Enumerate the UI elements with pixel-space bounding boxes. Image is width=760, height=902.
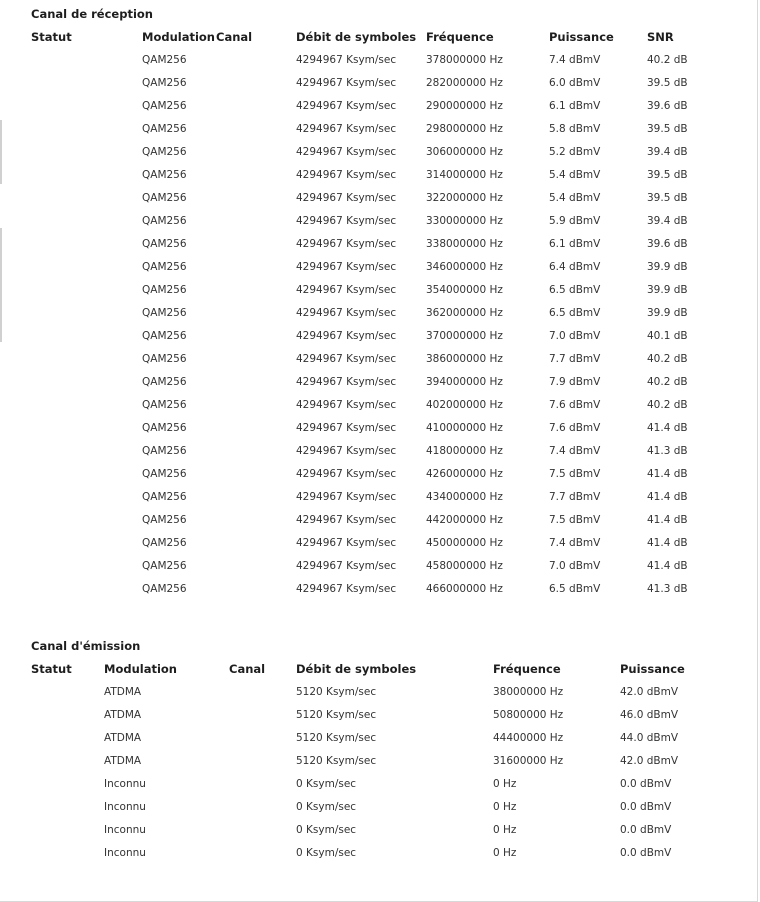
downstream-cell-debit: 4294967 Ksym/sec xyxy=(296,123,397,135)
upstream-cell-puissance: 0.0 dBmV xyxy=(620,778,672,790)
downstream-cell-modulation: QAM256 xyxy=(142,353,187,365)
downstream-cell-snr: 39.9 dB xyxy=(647,261,688,273)
upstream-cell-frequence: 31600000 Hz xyxy=(493,755,564,767)
downstream-channel-row xyxy=(0,509,758,532)
downstream-cell-frequence: 330000000 Hz xyxy=(426,215,503,227)
downstream-cell-frequence: 394000000 Hz xyxy=(426,376,503,388)
upstream-cell-frequence: 0 Hz xyxy=(493,778,517,790)
downstream-channel-row xyxy=(0,578,758,601)
upstream-cell-canal xyxy=(229,727,296,750)
downstream-cell-puissance: 7.7 dBmV xyxy=(549,491,601,503)
upstream-cell-modulation: ATDMA xyxy=(104,732,142,744)
downstream-cell-puissance: 6.5 dBmV xyxy=(549,583,601,595)
downstream-cell-snr: 40.2 dB xyxy=(647,376,688,388)
downstream-cell-modulation: QAM256 xyxy=(142,560,187,572)
downstream-cell-statut xyxy=(0,555,142,578)
downstream-cell-modulation: QAM256 xyxy=(142,307,187,319)
downstream-cell-snr: 41.4 dB xyxy=(647,560,688,572)
downstream-cell-frequence: 442000000 Hz xyxy=(426,514,503,526)
downstream-header-frequence: Fréquence xyxy=(426,30,494,44)
downstream-cell-debit: 4294967 Ksym/sec xyxy=(296,422,397,434)
downstream-cell-frequence: 466000000 Hz xyxy=(426,583,503,595)
upstream-cell-modulation: Inconnu xyxy=(104,847,146,859)
downstream-cell-frequence: 458000000 Hz xyxy=(426,560,503,572)
downstream-cell-modulation: QAM256 xyxy=(142,537,187,549)
downstream-cell-statut xyxy=(0,486,142,509)
upstream-header-debit: Débit de symboles xyxy=(296,662,417,676)
downstream-cell-frequence: 338000000 Hz xyxy=(426,238,503,250)
downstream-cell-frequence: 314000000 Hz xyxy=(426,169,503,181)
downstream-cell-canal xyxy=(216,95,296,118)
downstream-cell-debit: 4294967 Ksym/sec xyxy=(296,192,397,204)
upstream-cell-modulation: Inconnu xyxy=(104,801,146,813)
downstream-cell-puissance: 6.1 dBmV xyxy=(549,238,601,250)
downstream-cell-canal xyxy=(216,348,296,371)
downstream-channel-row xyxy=(0,279,758,302)
downstream-cell-frequence: 418000000 Hz xyxy=(426,445,503,457)
downstream-header-modulation: Modulation xyxy=(142,30,215,44)
upstream-cell-statut xyxy=(0,773,104,796)
downstream-cell-snr: 39.4 dB xyxy=(647,215,688,227)
downstream-cell-snr: 39.6 dB xyxy=(647,238,688,250)
downstream-cell-debit: 4294967 Ksym/sec xyxy=(296,560,397,572)
downstream-cell-modulation: QAM256 xyxy=(142,146,187,158)
downstream-cell-modulation: QAM256 xyxy=(142,422,187,434)
downstream-cell-modulation: QAM256 xyxy=(142,491,187,503)
upstream-channel-table xyxy=(0,658,758,865)
upstream-cell-statut xyxy=(0,842,104,865)
upstream-cell-modulation: Inconnu xyxy=(104,824,146,836)
downstream-cell-canal xyxy=(216,233,296,256)
downstream-cell-frequence: 450000000 Hz xyxy=(426,537,503,549)
downstream-cell-canal xyxy=(216,578,296,601)
downstream-cell-frequence: 362000000 Hz xyxy=(426,307,503,319)
downstream-cell-snr: 40.2 dB xyxy=(647,399,688,411)
downstream-cell-puissance: 7.5 dBmV xyxy=(549,468,601,480)
downstream-cell-modulation: QAM256 xyxy=(142,123,187,135)
upstream-channel-row xyxy=(0,727,758,750)
upstream-cell-debit: 5120 Ksym/sec xyxy=(296,755,377,767)
downstream-cell-modulation: QAM256 xyxy=(142,54,187,66)
upstream-cell-debit: 0 Ksym/sec xyxy=(296,801,357,813)
upstream-cell-statut xyxy=(0,704,104,727)
downstream-cell-snr: 41.4 dB xyxy=(647,514,688,526)
upstream-header-canal: Canal xyxy=(229,662,266,676)
downstream-cell-modulation: QAM256 xyxy=(142,100,187,112)
downstream-cell-debit: 4294967 Ksym/sec xyxy=(296,146,397,158)
upstream-cell-debit: 5120 Ksym/sec xyxy=(296,686,377,698)
downstream-cell-snr: 41.4 dB xyxy=(647,491,688,503)
upstream-header-frequence: Fréquence xyxy=(493,662,561,676)
downstream-cell-modulation: QAM256 xyxy=(142,583,187,595)
downstream-cell-modulation: QAM256 xyxy=(142,77,187,89)
downstream-header-statut: Statut xyxy=(31,30,72,44)
downstream-cell-statut xyxy=(0,233,142,256)
downstream-cell-snr: 39.4 dB xyxy=(647,146,688,158)
downstream-cell-frequence: 426000000 Hz xyxy=(426,468,503,480)
downstream-cell-puissance: 6.5 dBmV xyxy=(549,307,601,319)
upstream-cell-statut xyxy=(0,681,104,704)
downstream-cell-statut xyxy=(0,256,142,279)
downstream-cell-puissance: 7.5 dBmV xyxy=(549,514,601,526)
downstream-cell-frequence: 298000000 Hz xyxy=(426,123,503,135)
downstream-cell-frequence: 378000000 Hz xyxy=(426,54,503,66)
downstream-cell-snr: 41.3 dB xyxy=(647,445,688,457)
downstream-cell-snr: 39.5 dB xyxy=(647,169,688,181)
upstream-channel-row xyxy=(0,773,758,796)
upstream-cell-statut xyxy=(0,796,104,819)
downstream-cell-debit: 4294967 Ksym/sec xyxy=(296,261,397,273)
downstream-channel-row xyxy=(0,187,758,210)
upstream-cell-puissance: 44.0 dBmV xyxy=(620,732,678,744)
downstream-cell-modulation: QAM256 xyxy=(142,169,187,181)
downstream-channel-row xyxy=(0,49,758,72)
upstream-cell-canal xyxy=(229,750,296,773)
upstream-section-title: Canal d'émission xyxy=(31,639,141,653)
downstream-channel-row xyxy=(0,440,758,463)
downstream-cell-canal xyxy=(216,371,296,394)
upstream-cell-debit: 5120 Ksym/sec xyxy=(296,732,377,744)
downstream-cell-puissance: 5.2 dBmV xyxy=(549,146,601,158)
downstream-cell-statut xyxy=(0,118,142,141)
downstream-cell-debit: 4294967 Ksym/sec xyxy=(296,445,397,457)
downstream-cell-puissance: 7.4 dBmV xyxy=(549,54,601,66)
downstream-cell-puissance: 5.4 dBmV xyxy=(549,169,601,181)
downstream-cell-debit: 4294967 Ksym/sec xyxy=(296,77,397,89)
downstream-cell-debit: 4294967 Ksym/sec xyxy=(296,100,397,112)
downstream-cell-snr: 39.6 dB xyxy=(647,100,688,112)
downstream-cell-puissance: 7.0 dBmV xyxy=(549,330,601,342)
downstream-channel-row xyxy=(0,532,758,555)
downstream-cell-statut xyxy=(0,348,142,371)
downstream-header-debit: Débit de symboles xyxy=(296,30,417,44)
downstream-cell-statut xyxy=(0,440,142,463)
downstream-header-row xyxy=(0,26,758,49)
downstream-cell-statut xyxy=(0,49,142,72)
upstream-cell-modulation: Inconnu xyxy=(104,778,146,790)
downstream-cell-canal xyxy=(216,187,296,210)
downstream-cell-statut xyxy=(0,164,142,187)
downstream-cell-debit: 4294967 Ksym/sec xyxy=(296,353,397,365)
downstream-cell-statut xyxy=(0,95,142,118)
downstream-cell-puissance: 7.4 dBmV xyxy=(549,537,601,549)
upstream-channel-row xyxy=(0,842,758,865)
downstream-cell-statut xyxy=(0,302,142,325)
downstream-cell-debit: 4294967 Ksym/sec xyxy=(296,514,397,526)
upstream-channel-row xyxy=(0,750,758,773)
downstream-channel-row xyxy=(0,417,758,440)
downstream-channel-row xyxy=(0,72,758,95)
downstream-cell-frequence: 370000000 Hz xyxy=(426,330,503,342)
upstream-cell-frequence: 38000000 Hz xyxy=(493,686,564,698)
downstream-cell-puissance: 6.5 dBmV xyxy=(549,284,601,296)
upstream-cell-canal xyxy=(229,681,296,704)
downstream-header-puissance: Puissance xyxy=(549,30,614,44)
upstream-cell-puissance: 42.0 dBmV xyxy=(620,686,678,698)
downstream-cell-puissance: 7.6 dBmV xyxy=(549,399,601,411)
downstream-cell-canal xyxy=(216,72,296,95)
downstream-cell-statut xyxy=(0,371,142,394)
downstream-cell-canal xyxy=(216,210,296,233)
downstream-cell-frequence: 322000000 Hz xyxy=(426,192,503,204)
downstream-cell-debit: 4294967 Ksym/sec xyxy=(296,491,397,503)
downstream-cell-puissance: 7.7 dBmV xyxy=(549,353,601,365)
downstream-cell-puissance: 5.8 dBmV xyxy=(549,123,601,135)
downstream-cell-canal xyxy=(216,302,296,325)
downstream-cell-statut xyxy=(0,325,142,348)
downstream-cell-puissance: 6.4 dBmV xyxy=(549,261,601,273)
upstream-cell-frequence: 50800000 Hz xyxy=(493,709,564,721)
downstream-channel-row xyxy=(0,463,758,486)
upstream-cell-statut xyxy=(0,750,104,773)
downstream-cell-canal xyxy=(216,141,296,164)
downstream-header-canal: Canal xyxy=(216,30,253,44)
upstream-cell-puissance: 0.0 dBmV xyxy=(620,847,672,859)
upstream-cell-canal xyxy=(229,819,296,842)
downstream-cell-snr: 40.1 dB xyxy=(647,330,688,342)
downstream-cell-snr: 39.9 dB xyxy=(647,307,688,319)
upstream-cell-frequence: 0 Hz xyxy=(493,801,517,813)
downstream-channel-row xyxy=(0,164,758,187)
upstream-cell-canal xyxy=(229,773,296,796)
downstream-cell-canal xyxy=(216,394,296,417)
upstream-cell-puissance: 42.0 dBmV xyxy=(620,755,678,767)
downstream-cell-debit: 4294967 Ksym/sec xyxy=(296,215,397,227)
downstream-channel-row xyxy=(0,141,758,164)
upstream-cell-modulation: ATDMA xyxy=(104,755,142,767)
downstream-cell-snr: 39.5 dB xyxy=(647,192,688,204)
downstream-cell-frequence: 386000000 Hz xyxy=(426,353,503,365)
downstream-cell-debit: 4294967 Ksym/sec xyxy=(296,54,397,66)
upstream-cell-puissance: 0.0 dBmV xyxy=(620,824,672,836)
downstream-cell-canal xyxy=(216,555,296,578)
downstream-cell-canal xyxy=(216,440,296,463)
downstream-cell-frequence: 346000000 Hz xyxy=(426,261,503,273)
downstream-cell-puissance: 7.9 dBmV xyxy=(549,376,601,388)
downstream-cell-modulation: QAM256 xyxy=(142,238,187,250)
upstream-cell-statut xyxy=(0,727,104,750)
downstream-cell-snr: 41.4 dB xyxy=(647,468,688,480)
downstream-cell-frequence: 354000000 Hz xyxy=(426,284,503,296)
downstream-cell-canal xyxy=(216,325,296,348)
upstream-cell-debit: 0 Ksym/sec xyxy=(296,847,357,859)
downstream-cell-modulation: QAM256 xyxy=(142,284,187,296)
downstream-channel-row xyxy=(0,95,758,118)
downstream-section-title: Canal de réception xyxy=(31,7,153,21)
downstream-cell-modulation: QAM256 xyxy=(142,468,187,480)
downstream-cell-debit: 4294967 Ksym/sec xyxy=(296,376,397,388)
downstream-cell-statut xyxy=(0,394,142,417)
downstream-cell-snr: 39.5 dB xyxy=(647,123,688,135)
upstream-channel-row xyxy=(0,681,758,704)
downstream-channel-row xyxy=(0,371,758,394)
downstream-channel-row xyxy=(0,325,758,348)
downstream-cell-puissance: 6.0 dBmV xyxy=(549,77,601,89)
downstream-cell-canal xyxy=(216,279,296,302)
downstream-cell-canal xyxy=(216,164,296,187)
downstream-cell-modulation: QAM256 xyxy=(142,261,187,273)
downstream-cell-debit: 4294967 Ksym/sec xyxy=(296,330,397,342)
upstream-cell-puissance: 46.0 dBmV xyxy=(620,709,678,721)
downstream-channel-row xyxy=(0,256,758,279)
downstream-cell-statut xyxy=(0,210,142,233)
upstream-header-modulation: Modulation xyxy=(104,662,177,676)
downstream-cell-canal xyxy=(216,486,296,509)
downstream-channel-row xyxy=(0,394,758,417)
downstream-cell-modulation: QAM256 xyxy=(142,330,187,342)
downstream-cell-statut xyxy=(0,578,142,601)
downstream-cell-puissance: 5.9 dBmV xyxy=(549,215,601,227)
upstream-cell-canal xyxy=(229,842,296,865)
downstream-cell-statut xyxy=(0,187,142,210)
downstream-cell-canal xyxy=(216,509,296,532)
downstream-cell-canal xyxy=(216,463,296,486)
upstream-header-row xyxy=(0,658,758,681)
downstream-cell-frequence: 410000000 Hz xyxy=(426,422,503,434)
downstream-channel-row xyxy=(0,348,758,371)
upstream-channel-row xyxy=(0,796,758,819)
upstream-cell-debit: 0 Ksym/sec xyxy=(296,778,357,790)
upstream-cell-modulation: ATDMA xyxy=(104,686,142,698)
downstream-cell-statut xyxy=(0,279,142,302)
upstream-channel-row xyxy=(0,819,758,842)
downstream-cell-debit: 4294967 Ksym/sec xyxy=(296,583,397,595)
downstream-channel-row xyxy=(0,302,758,325)
downstream-cell-statut xyxy=(0,141,142,164)
downstream-cell-debit: 4294967 Ksym/sec xyxy=(296,468,397,480)
downstream-cell-debit: 4294967 Ksym/sec xyxy=(296,238,397,250)
downstream-cell-snr: 40.2 dB xyxy=(647,54,688,66)
downstream-channel-row xyxy=(0,210,758,233)
downstream-cell-debit: 4294967 Ksym/sec xyxy=(296,169,397,181)
upstream-header-puissance: Puissance xyxy=(620,662,685,676)
downstream-cell-statut xyxy=(0,72,142,95)
downstream-channel-table xyxy=(0,26,758,601)
downstream-cell-snr: 39.9 dB xyxy=(647,284,688,296)
downstream-cell-snr: 39.5 dB xyxy=(647,77,688,89)
downstream-cell-frequence: 306000000 Hz xyxy=(426,146,503,158)
downstream-channel-row xyxy=(0,486,758,509)
upstream-cell-frequence: 0 Hz xyxy=(493,824,517,836)
upstream-channel-row xyxy=(0,704,758,727)
downstream-cell-modulation: QAM256 xyxy=(142,514,187,526)
downstream-cell-statut xyxy=(0,417,142,440)
upstream-cell-modulation: ATDMA xyxy=(104,709,142,721)
upstream-cell-frequence: 0 Hz xyxy=(493,847,517,859)
downstream-cell-statut xyxy=(0,509,142,532)
downstream-cell-debit: 4294967 Ksym/sec xyxy=(296,307,397,319)
downstream-cell-canal xyxy=(216,417,296,440)
downstream-cell-puissance: 7.4 dBmV xyxy=(549,445,601,457)
downstream-cell-modulation: QAM256 xyxy=(142,399,187,411)
downstream-cell-puissance: 7.0 dBmV xyxy=(549,560,601,572)
upstream-cell-debit: 5120 Ksym/sec xyxy=(296,709,377,721)
downstream-cell-debit: 4294967 Ksym/sec xyxy=(296,537,397,549)
upstream-cell-statut xyxy=(0,819,104,842)
downstream-cell-debit: 4294967 Ksym/sec xyxy=(296,284,397,296)
downstream-cell-statut xyxy=(0,532,142,555)
downstream-cell-modulation: QAM256 xyxy=(142,376,187,388)
downstream-cell-snr: 41.4 dB xyxy=(647,537,688,549)
downstream-cell-modulation: QAM256 xyxy=(142,192,187,204)
downstream-cell-canal xyxy=(216,49,296,72)
downstream-channel-row xyxy=(0,555,758,578)
downstream-cell-puissance: 5.4 dBmV xyxy=(549,192,601,204)
downstream-channel-row xyxy=(0,118,758,141)
downstream-cell-puissance: 6.1 dBmV xyxy=(549,100,601,112)
downstream-cell-frequence: 290000000 Hz xyxy=(426,100,503,112)
downstream-cell-snr: 41.3 dB xyxy=(647,583,688,595)
downstream-cell-statut xyxy=(0,463,142,486)
downstream-cell-snr: 41.4 dB xyxy=(647,422,688,434)
downstream-cell-frequence: 282000000 Hz xyxy=(426,77,503,89)
downstream-cell-frequence: 402000000 Hz xyxy=(426,399,503,411)
downstream-header-snr: SNR xyxy=(647,30,674,44)
upstream-cell-debit: 0 Ksym/sec xyxy=(296,824,357,836)
downstream-cell-snr: 40.2 dB xyxy=(647,353,688,365)
upstream-header-statut: Statut xyxy=(31,662,72,676)
downstream-cell-frequence: 434000000 Hz xyxy=(426,491,503,503)
upstream-cell-canal xyxy=(229,704,296,727)
upstream-cell-canal xyxy=(229,796,296,819)
downstream-cell-modulation: QAM256 xyxy=(142,215,187,227)
downstream-cell-debit: 4294967 Ksym/sec xyxy=(296,399,397,411)
downstream-cell-puissance: 7.6 dBmV xyxy=(549,422,601,434)
downstream-cell-canal xyxy=(216,118,296,141)
upstream-cell-frequence: 44400000 Hz xyxy=(493,732,564,744)
downstream-channel-row xyxy=(0,233,758,256)
downstream-cell-modulation: QAM256 xyxy=(142,445,187,457)
downstream-cell-canal xyxy=(216,532,296,555)
downstream-cell-canal xyxy=(216,256,296,279)
upstream-cell-puissance: 0.0 dBmV xyxy=(620,801,672,813)
